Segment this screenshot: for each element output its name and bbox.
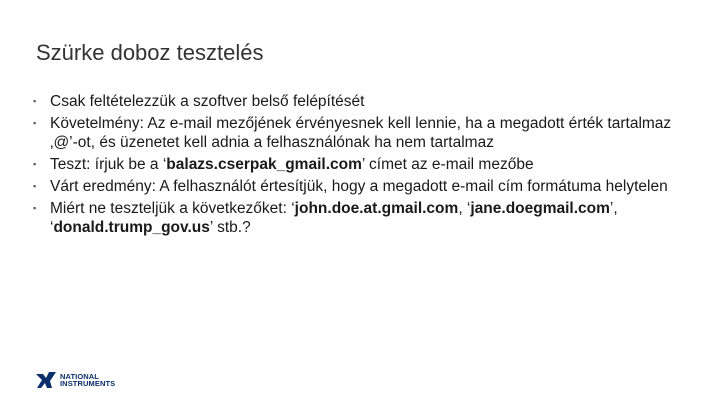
bullet-marker: ▪: [33, 203, 37, 213]
bullet-item: [33, 177, 693, 196]
bullet-text-post: ’ stb.?: [209, 219, 251, 236]
example-email-2: jane.doegmail.com: [470, 200, 610, 217]
bullet-item: [33, 92, 693, 111]
bullet-text-post: ’ címet az e-mail mezőbe: [361, 156, 534, 173]
logo-line-2: INSTRUMENTS: [60, 379, 116, 388]
bullet-text: Követelmény: Az e-mail mezőjének érvényesnek kell lennie, ha a megadott érték tartalmaz ‚@’-ot, és üzenetet kell adnia a felhasználónak ha nem tartalmaz: [50, 115, 672, 151]
example-email-3: donald.trump_gov.us: [53, 219, 210, 236]
bullet-text-mid: ’, ‘: [50, 200, 618, 236]
bullet-text-pre: Teszt: írjuk be a ‘: [50, 156, 167, 173]
bullet-text-mid: , ‘: [458, 200, 471, 217]
bullet-item: [33, 114, 693, 152]
bullet-marker: ▪: [33, 96, 37, 106]
national-instruments-eagle-icon: [36, 372, 56, 388]
bullet-marker: ▪: [33, 159, 37, 169]
logo-line-1: NATIONAL: [60, 372, 99, 381]
bullet-marker: ▪: [33, 118, 37, 128]
bullet-text: Várt eredmény: A felhasználót értesítjük, hogy a megadott e-mail cím formátuma helytelen: [50, 178, 668, 195]
national-instruments-logo: [36, 372, 115, 388]
bullet-list: [33, 92, 693, 240]
slide-title: Szürke doboz tesztelés: [36, 40, 264, 65]
bullet-item: [33, 199, 693, 237]
test-email-value: balazs.cserpak_gmail.com: [166, 156, 362, 173]
bullet-marker: ▪: [33, 181, 37, 191]
bullet-item: [33, 155, 693, 174]
bullet-text: Csak feltételezzük a szoftver belső felépítését: [50, 93, 365, 110]
example-email-1: john.doe.at.gmail.com: [294, 200, 459, 217]
bullet-text-pre: Miért ne teszteljük a következőket: ‘: [50, 200, 295, 217]
